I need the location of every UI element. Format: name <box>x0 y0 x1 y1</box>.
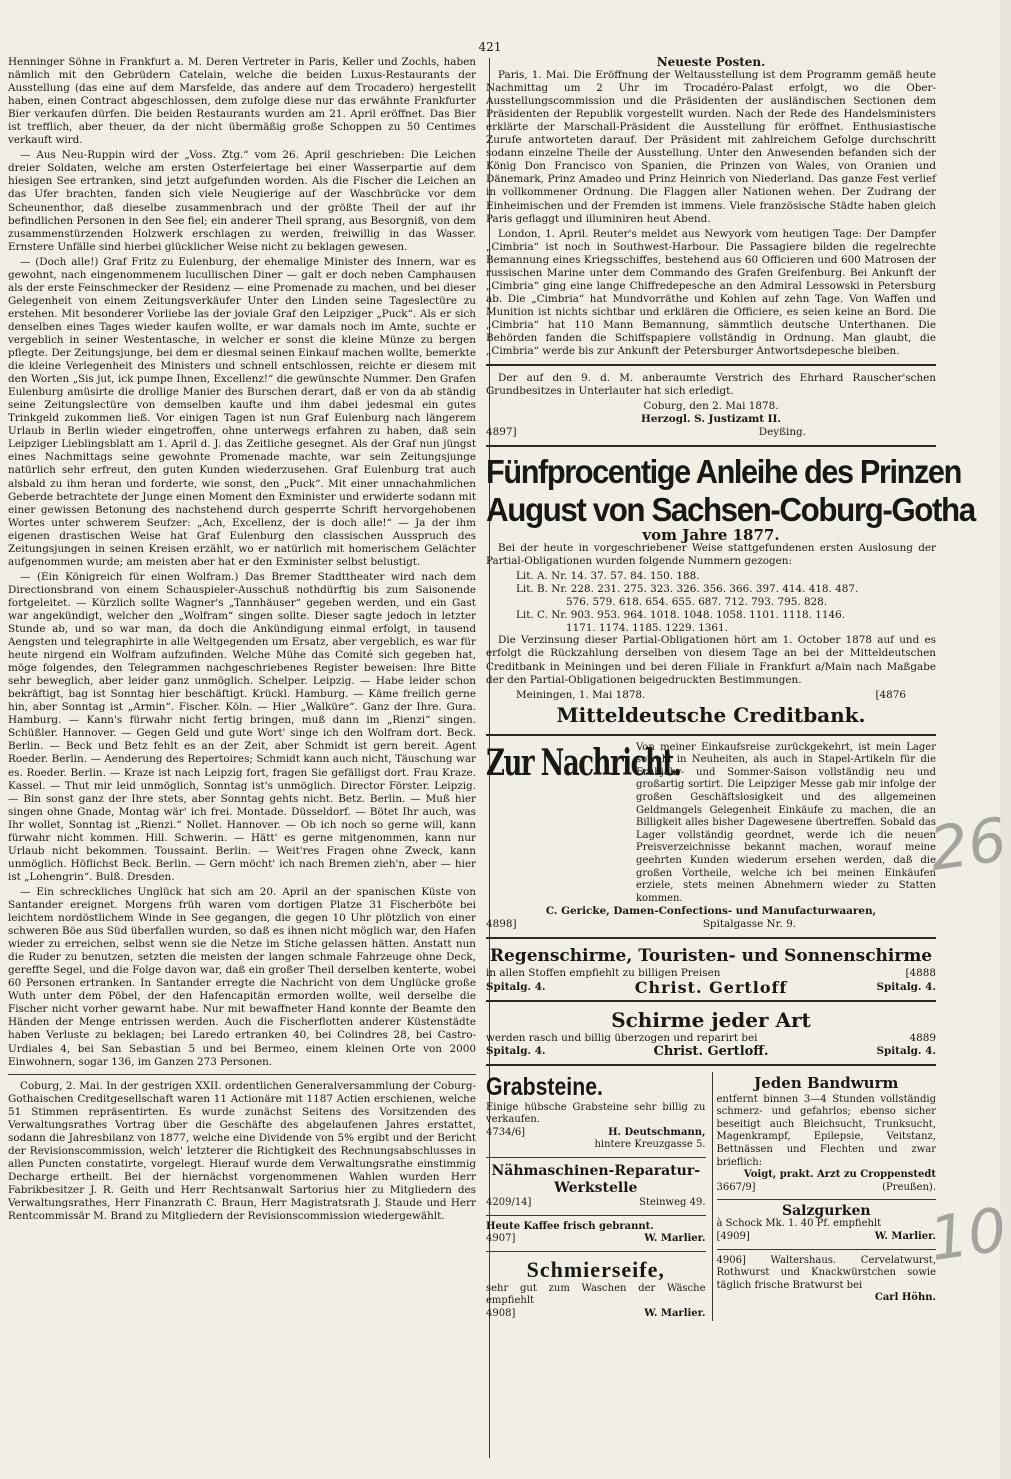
article-beer: Henninger Söhne in Frankfurt a. M. Deren Vertreter in Paris, Keller und Zochls, haben nämlich mit den Gebrüdern Catelain, welche die beiden Luxus-Restaurants der Ausstellung (das eine auf dem Marsfelde, das andere auf dem Trocadero) hergestellt haben, einen Contract abgeschlossen, dem zufolge diese nur das erwähnte Frankfurter Bier verkaufen dürfen. Die beiden Restaurants wurden am 21. April eröffnet. Das Bier ist trefflich, aber theuer, da der nicht übermäßig große Schoppen zu 50 Centimes verkauft wird. <box>8 56 476 147</box>
ad-nachricht-num: 4898] <box>486 918 517 931</box>
ad-grabsteine-text: Einige hübsche Grabsteine sehr billig zu verkaufen. <box>486 1101 706 1126</box>
ad-justizamt-sign: Deyßing. <box>758 426 806 439</box>
article-paris: Paris, 1. Mai. Die Eröffnung der Weltausstellung ist dem Programm gemäß heute Nachmittag um 2 Uhr im Trocadéro-Palast erfolgt, wo die Ober-Ausstellungscommission und die Präsidenten der ausländischen Sectionen dem Präsidenten der Republik vorgestellt wurden. Nach der Rede des Handelsministers erklärte der Marschall-Präsident die Ausstellung für eröffnet. Enthusiastische Zurufe antworteten darauf. Der Präsident mit zahlreichem Gefolge durchschritt sodann einzelne Theile der Ausstellung. Unter den Anwesenden befanden sich der König Don Francisco von Spanien, die Prinzen von Wales, von Oranien und Dänemark, Prinz Amadeo und Prinz Heinrich von Niederland. Das ganze Fest verlief in vollkommener Ordnung. Die Flaggen aller Nationen wehen. Der Zudrang der Einheimischen und der Fremden ist immens. Viele französische Städte haben gleich Paris geflaggt und illuminiren heut Abend. <box>486 69 936 225</box>
ad-schirme <box>486 1008 936 1058</box>
ad-naehmaschinen-num: 4209/14] <box>486 1197 532 1209</box>
ad-schmierseife-num: 4908] <box>486 1308 516 1320</box>
ad-kaffee-text: Heute Kaffee frisch gebrannt. <box>486 1220 654 1232</box>
ad-anleihe-title-1: Fünfprocentige Anleihe des Prinzen <box>486 453 961 491</box>
ad-nachricht-title: Zur Nachricht. <box>486 741 681 784</box>
ad-schmierseife-firm: W. Marlier. <box>644 1308 706 1320</box>
ad-anleihe-lit-a: Lit. A. Nr. 14. 37. 57. 84. 150. 188. <box>516 570 700 583</box>
ad-nachricht <box>486 742 936 906</box>
ad-salzgurken-text: à Schock Mk. 1. 40 Pf. empfiehlt <box>716 1218 882 1230</box>
divider <box>486 1000 936 1002</box>
divider <box>486 1157 706 1158</box>
pencil-mark: 26 <box>925 805 1011 885</box>
ad-nachricht-text: Von meiner Einkaufsreise zurückgekehrt, ist mein Lager sowohl in Neuheiten, als auch in Stapel-Artikeln für die Frühjahr- und Sommer-Saison vollständig neu und großartig sortirt. Die Leipziger Messe gab mir infolge der großen Geschäftslosigkeit und des allgemeinen Geldmangels Gelegenheit Einkäufe zu machen, die an Billigkeit alles bisher Dagewesene übertreffen. Sobald das Lager vollständig geordnet, werde ich die neuen Preisverzeichnisse bekannt machen, worauf meine geehrten Kunden wiederum ersehen werden, daß die großen Vortheile, welche ich bei meinen Einkäufen erziele, stets meinen Abnehmern wieder zu Statten kommen. <box>636 741 936 904</box>
ad-anleihe-lit-b1: Lit. B. Nr. 228. 231. 275. 323. 326. 356. 366. 397. 414. 418. 487. <box>516 583 859 596</box>
article-neuruppin: — Aus Neu-Ruppin wird der „Voss. Ztg.“ vom 26. April geschrieben: Die Leichen dreier Soldaten, welche am ersten Osterfeiertage bei einer Wasserpartie auf dem hiesigen See ertranken, sind jetzt aufgefunden worden. Als die Fischer die Leichen an das Ufer brachten, fanden sich viele Neugierige auf der Waschbrücke vor dem Scheunenthor, daß dieselbe zusammenbrach und der größte Theil der auf ihr befindlichen Personen in den See fiel; ein anderer Theil sprang, aus Besorgniß, von dem zusammenstürzenden Holzwerk erschlagen zu werden, freiwillig in das Wasser. Ernstere Unfälle sind hierbei glücklicher Weise nicht zu beklagen gewesen. <box>8 149 476 253</box>
ad-kaffee-num: 4907] <box>486 1233 516 1245</box>
ad-regenschirme-title: Regenschirme, Touristen- und Sonnenschirme <box>489 946 933 967</box>
right-column <box>486 55 975 1321</box>
ad-grid <box>486 1072 936 1321</box>
divider <box>486 1251 706 1252</box>
article-coburg: Coburg, 2. Mai. In der gestrigen XXII. ordentlichen Generalversammlung der Coburg-Gothaischen Creditgesellschaft waren 11 Actionäre mit 1187 Actien erschienen, welche 51 Stimmen repräsentirten. Es wurde zunächst Seitens des Vorsitzenden des Verwaltungsrathes Vortrag über die Geschäfte des abgelaufenen Jahres erstattet, sodann die Jahresbilanz von 1877, welche eine Dividende von 5% ergibt und der Bericht der Revisionscommission, welch' letzterer die Richtigkeit des Rechnungsabschlusses in allen Puncten constatirte, vorgelegt. Hierauf wurde dem Verwaltungsrathe einstimmig Decharge ertheilt. Bei der hiernächst vorgenommenen Wahlen wurden Herr Fabrikbesitzer J. R. Geith und Herr Rechtsanwalt Sartorius hier zu Mitgliedern des Verwaltungsrathes, Herr Finanzrath C. Braun, Herr Magistratsrath J. Staude und Herr Rentcommissär M. Brand zu Mitgliedern der Revisionscommission wiedergewählt. <box>8 1079 476 1223</box>
ad-bandwurm-num: 3667/9] <box>716 1181 756 1193</box>
article-wolfram: — (Ein Königreich für einen Wolfram.) Das Bremer Stadttheater wird nach dem Directionsbrand von einem Schauspieler-Ausschuß nothdürftig bis zum Saisonende fortgeleitet. — Kürzlich sollte Wagner's „Tannhäuser“ gegeben werden, und ein Gast war angekündigt, welcher den „Wolfram“ singen sollte. Dieser sagte jedoch in letzter Stunde ab, und so war man, da doch die Ankündigung einmal erfolgt, in tausend Aengsten und telegraphirte in alle Weltgegenden um Ersatz, aber vergeblich, es war für heute nirgend ein Wolfram aufzufinden. Welche Mühe das Comité sich gegeben hat, möge folgendes, den Telegrammen nachgeschriebenes Register beweisen: Ihre Bitte sehr beweglich, aber leider ganz unmöglich. Schelper. Leipzig. — Habe leider schon bekräftigt, bag ist Sonntag hier beschäftigt. Krückl. Hamburg. — Käme freilich gerne hin, aber Sonntag ist „Armin“. Fischer. Köln. — Hier „Walküre“. Ganz der Ihre. Gura. Hamburg. — Kann's fürwahr nicht fertig bringen, muß dann im „Rienzi“ singen. Schüßler. Hannover. — Gegen Geld und gute Wort' singe ich den Wolfram dort. Beck. Berlin. — Beck und Betz fehlt es an der Zeit, aber Schmidt ist gern bereit. Agent Roeder. Berlin. — Aenderung des Repertoires; Schmidt kann auch nicht, Täuschung war es. Roeder. Berlin. — Kraze ist nach Leipzig fort, fragen Sie gefälligst dort. Frau Kraze. Kassel. — Thut mir leid unmöglich, Sonntag ist's unmöglich. Director Förster. Leipzig. — Bin sonst ganz der Ihre stets, aber Sonntag gehts nicht. Betz. Berlin. — Muß hier singen ohne Gnade, Montag wär' ich frei. Montade. Düsseldorf. — Bötet Ihr auch, was Ihr wollet, Sonntag ist „Rienzi.“ Nollet. Hannover. — Ob ich noch so gerne will, kann fürwahr nicht kommen. Hill. Schwerin. — Hätt' es gerne mitgenommen, kann nur Urlaub nicht bekommen. Toussaint. Berlin. — Weit'res Fragen ohne Zweck, kann unmöglich. Höflichst Beck. Berlin. — Gern möcht' ich nach Bremen zieh'n, aber — hier ist „Lohengrin“. Bulß. Dresden. <box>8 570 476 883</box>
ad-anleihe-lit-b2: 576. 579. 618. 654. 655. 687. 712. 793. 795. 828. <box>566 596 828 609</box>
pencil-mark: 10 <box>925 1195 1011 1275</box>
ad-justizamt-office: Herzogl. S. Justizamt II. <box>641 413 781 426</box>
ad-salzgurken-title: Salzgurken <box>781 1203 871 1220</box>
divider <box>486 734 936 736</box>
divider <box>486 1215 706 1216</box>
ad-regenschirme-firm: Christ. Gertloff <box>634 977 788 997</box>
ad-schmierseife-text: sehr gut zum Waschen der Wäsche empfiehlt <box>486 1282 706 1307</box>
ad-grabsteine-firm: H. Deutschmann, <box>608 1126 706 1138</box>
ad-salzgurken-firm: W. Marlier. <box>874 1231 936 1243</box>
ad-anleihe-place: Meiningen, 1. Mai 1878. <box>516 688 646 701</box>
ad-regenschirme-num: [4888 <box>905 967 936 980</box>
article-santander: — Ein schreckliches Unglück hat sich am 20. April an der spanischen Küste von Santander ereignet. Morgens früh waren vom dortigen Platze 31 Fischerböte bei leichtem nordöstlichem Winde in See gegangen, die gegen 10 Uhr plötzlich von einer schweren Böe aus Süd überfallen wurden, so daß es ihnen nicht möglich war, den Hafen wieder zu erreichen, selbst wenn sie die Netze im Stiche gelassen hätten. Anstatt nun die Ruder zu benutzen, setzten die meisten der langen schmale Fahrzeuge ohne Deck, gereffte Segel, und die Folge davon war, daß ein großer Theil derselben kenterte, wobei 60 Personen ertranken. In Santander erregte die Nachricht von dem Unglücke große Wuth unter dem Pöbel, der den Hafencapitän ermorden wollte, weil derselbe die Fischer nicht vorher gewarnt habe. Nur mit bewaffneter Hand konnte der Beamte den Händen der Menge entrissen werden. Auch die Fischerflotten anderer Küstenstädte haben Verluste zu beklagen; bei Laredo ertranken 40, bei Colindres 28, bei Castro-Urdiales 4, bei San Sebastian 5 und bei Bermeo, einem kleinen Orte von 2000 Einwohnern, sogar 136, im Ganzen 273 Personen. <box>8 885 476 1068</box>
ad-anleihe-text: Die Verzinsung dieser Partial-Obligationen hört am 1. October 1878 auf und es erfolgt die Rückzahlung derselben von diesem Tage an bei der Mitteldeutschen Creditbank in Meiningen und bei deren Filiale in Frankfurt a/Main nach Maßgabe der den Partial-Obligationen beigedruckten Bestimmungen. <box>486 634 936 686</box>
ad-anleihe-lit-c2: 1171. 1174. 1185. 1229. 1361. <box>566 621 728 634</box>
ad-grabsteine-title: Grabsteine. <box>486 1072 603 1101</box>
left-column <box>8 56 476 1225</box>
ad-schirme-addr: Spitalg. 4. <box>486 1044 546 1057</box>
ad-nachricht-addr: Spitalgasse Nr. 9. <box>702 918 796 931</box>
divider <box>717 1199 937 1200</box>
divider <box>486 364 936 366</box>
ad-schirme-title: Schirme jeder Art <box>611 1007 811 1032</box>
ad-anleihe-year: vom Jahre 1877. <box>642 526 780 545</box>
divider <box>8 1074 476 1075</box>
ad-wurst-firm: Carl Höhn. <box>874 1292 936 1304</box>
ad-anleihe <box>486 453 975 727</box>
divider <box>717 1249 937 1250</box>
ad-anleihe-lit-c1: Lit. C. Nr. 903. 953. 964. 1018. 1048. 1058. 1101. 1118. 1146. <box>516 608 846 621</box>
ad-regenschirme-addr-2: Spitalg. 4. <box>876 980 936 993</box>
divider <box>486 445 936 447</box>
ad-schmierseife-title: Schmierseife, <box>526 1256 665 1282</box>
ad-nachricht-firm: C. Gericke, Damen-Confections- und Manufacturwaaren, <box>545 905 877 918</box>
ad-bandwurm-title: Jeden Bandwurm <box>754 1073 899 1092</box>
ad-kaffee-firm: W. Marlier. <box>644 1233 706 1245</box>
ad-bandwurm-place: (Preußen). <box>882 1181 936 1193</box>
ad-schirme-addr-2: Spitalg. 4. <box>876 1044 936 1057</box>
ad-regenschirme-addr: Spitalg. 4. <box>486 980 546 993</box>
divider <box>486 1064 936 1066</box>
ad-anleihe-title-2: August von Sachsen-Coburg-Gotha <box>486 491 975 529</box>
ad-justizamt <box>486 372 936 439</box>
ad-anleihe-num: [4876 <box>875 688 906 701</box>
ad-schirme-text: werden rasch und billig überzogen und reparirt bei <box>486 1031 758 1044</box>
ad-wurst-text: 4906] Waltershaus. Cervelatwurst, Rothwurst und Knackwürstchen sowie täglich frische Bratwurst bei <box>716 1254 936 1291</box>
ad-anleihe-bank: Mitteldeutsche Creditbank. <box>556 702 866 727</box>
ad-justizamt-num: 4897] <box>486 426 517 439</box>
ad-grabsteine-num: 4734/6] <box>486 1126 526 1138</box>
ad-naehmaschinen-title: Nähmaschinen-Reparatur-Werkstelle <box>491 1163 701 1197</box>
ad-naehmaschinen-addr: Steinweg 49. <box>639 1197 706 1209</box>
ad-grid-left <box>486 1072 706 1321</box>
ad-salzgurken-num: [4909] <box>716 1231 750 1243</box>
ad-bandwurm-sign: Voigt, prakt. Arzt zu Croppenstedt <box>743 1169 936 1181</box>
ad-bandwurm-text: entfernt binnen 3—4 Stunden vollständig schmerz- und gefahrlos; ebenso sicher beseitigt auch Bleichsucht, Trunksucht, Magenkrampf, Epilepsie, Veitstanz, Bettnässen und Flechten und zwar brieflich: <box>716 1093 936 1168</box>
ad-schirme-num: 4889 <box>909 1031 936 1044</box>
ad-regenschirme-text: in allen Stoffen empfiehlt zu billigen Preisen <box>486 967 721 980</box>
divider <box>486 937 936 939</box>
ad-justizamt-text: Der auf den 9. d. M. anberaumte Verstrich des Ehrhard Rauscher'schen Grundbesitzes in Unterlauter hat sich erledigt. <box>486 372 936 398</box>
ad-regenschirme <box>486 945 936 997</box>
ad-grid-right <box>712 1072 937 1321</box>
ad-justizamt-place: Coburg, den 2. Mai 1878. <box>643 400 779 413</box>
ad-grabsteine-addr: hintere Kreuzgasse 5. <box>594 1139 706 1151</box>
article-eulenburg: — (Doch alle!) Graf Fritz zu Eulenburg, der ehemalige Minister des Innern, war es gewohnt, nach eingenommenem lucullischen Diner — galt er doch neben Camphausen als der erste Feinschmecker der Residenz — eine Promenade zu machen, und bei dieser Gelegenheit von einem Zeitungsverkäufer Unter den Linden seine Tageslectüre zu erstehen. Mit besonderer Vorliebe las der joviale Graf den Leipziger „Puck“. Als er sich denselben eines Tages wieder kaufen wollte, er war damals noch im Amte, suchte er vergeblich in seiner Westentasche, in welcher er sonst die kleine Münze zu bergen pflegte. Der Zeitungsjunge, bei dem er diesmal seinen Einkauf machen wollte, bemerkte die kleine Verlegenheit des Ministers und schnell entschlossen, reichte er diesem mit den Worten „Sis jut, ick pumpe Ihnen, Excellenz!“ die gewünschte Nummer. Den Grafen Eulenburg amüsirte die drollige Manier des Burschen derart, daß er von da ab ständig seine Zeitungslectüre von demselben kaufte und ihm dabei jedesmal ein gutes Trinkgeld zukommen ließ. Vor einigen Tagen ist nun Graf Eulenburg nach längerem Urlaub in Berlin wieder eingetroffen, ohne unterwegs erfahren zu haben, daß sein Leipziger Lieblingsblatt am 1. April d. J. das Zeitliche gesegnet. Als der Graf nun jüngst eines Nachmittags seine gewohnte Promenade machte, war sein Zeitungsjunge natürlich sehr erfreut, den guten Kunden wiederzusehen. Graf Eulenburg trat auch alsbald zu ihm heran und forderte, wie sonst, den „Puck“. Mit einer unnachahmlichen Geberde betrachtete der Junge einen Moment den Exminister und erwiderte sodann mit einer gewissen Betonung des nachstehend durch gesperrte Schrift hervorgehobenen Wortes unter schwerem Seufzer: „Ach, Excellenz, der is doch alle!“ — Ja der ihm eigenen drastischen Weise hat Graf Eulenburg den classischen Ausspruch des Zeitungsjungen in seinen Kreisen erzählt, wo er natürlich mit homerischem Gelächter aufgenommen wurde; am meisten aber hat er den Exminister selbst belustigt. <box>8 255 476 568</box>
ad-schirme-firm: Christ. Gertloff. <box>653 1043 769 1059</box>
news-heading: Neueste Posten. <box>656 55 766 69</box>
ad-anleihe-intro: Bei der heute in vorgeschriebener Weise stattgefundenen ersten Auslosung der Partial-Obligationen wurden folgende Nummern gezogen: <box>486 542 936 568</box>
article-london: London, 1. April. Reuter's meldet aus Newyork vom heutigen Tage: Der Dampfer „Cimbria“ ist noch in Southwest-Harbour. Die Passagiere bilden die regelrechte Bemannung eines Kriegsschiffes, bestehend aus 60 Officieren und 600 Matrosen der russischen Marine unter dem Commando des Grafen Greifenburg. Bei Ankunft der „Cimbria“ ging eine lange Chiffredepesche an den Admiral Lessowski in Petersburg ab. Die „Cimbria“ hat Mundvorräthe und Kohlen auf zehn Tage. Von Waffen und Munition ist nichts sichtbar und erklären die Officiere, es seien keine an Bord. Die „Cimbria“ hat 110 Mann Bemannung, sämmtlich deutsche Unterthanen. Die Behörden fanden die Schiffspapiere vollständig in Ordnung. Man glaubt, die „Cimbria“ werde bis zur Ankunft der Petersburger Antwortsdepesche bleiben. <box>486 227 936 358</box>
page-number: 421 <box>478 40 502 54</box>
